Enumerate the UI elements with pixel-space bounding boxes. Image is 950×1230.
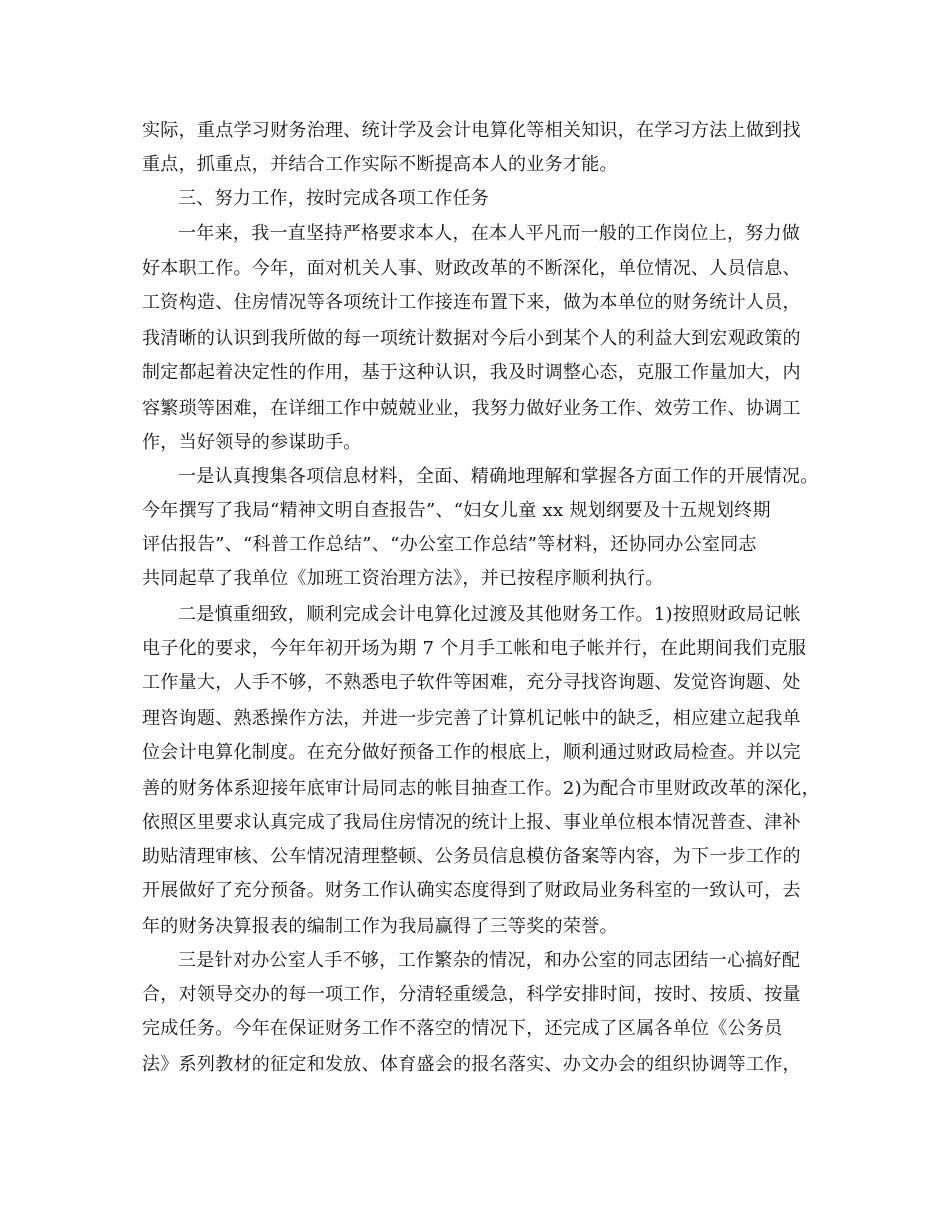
text-line: 年的财务决算报表的编制工作为我局赢得了三等奖的荣誉。 — [142, 916, 618, 937]
text-line: 共同起草了我单位《加班工资治理方法》，并已按程序顺利执行。 — [142, 568, 664, 589]
text-line: 实际，重点学习财务治理、统计学及会计电算化等相关知识，在学习方法上做到找 — [142, 120, 801, 141]
text-line: 电子化的要求，今年年初开场为期 7 个月手工帐和电子帐并行，在此期间我们克服 — [142, 638, 807, 659]
text-line: 制定都起着决定性的作用，基于这种认识，我及时调整心态，克服工作量加大，内 — [142, 362, 801, 383]
text-line: 助贴清理审核、公车情况清理整顿、公务员信息模仿备案等内容，为下一步工作的 — [142, 846, 801, 867]
section-heading: 三、努力工作，按时完成各项工作任务 — [178, 188, 490, 209]
text-line: 我清晰的认识到我所做的每一项统计数据对今后小到某个人的利益大到宏观政策的 — [142, 328, 801, 349]
text-line: 理咨询题、熟悉操作方法，并进一步完善了计算机记帐中的缺乏，相应建立起我单 — [142, 708, 801, 729]
text-line: 工作量大，人手不够，不熟悉电子软件等困难，充分寻找咨询题、发觉咨询题、处 — [142, 672, 801, 693]
text-line: 法》系列教材的征定和发放、体育盛会的报名落实、办文办会的组织协调等工作， — [142, 1054, 801, 1075]
text-line: 好本职工作。今年，面对机关人事、财政改革的不断深化，单位情况、人员信息、 — [142, 258, 801, 279]
text-line: 一年来，我一直坚持严格要求本人，在本人平凡而一般的工作岗位上，努力做 — [178, 223, 801, 244]
text-line: 开展做好了充分预备。财务工作认确实态度得到了财政局业务科室的一致认可，去 — [142, 880, 801, 901]
text-line: 重点，抓重点，并结合工作实际不断提高本人的业务才能。 — [142, 154, 618, 175]
text-line: 作，当好领导的参谋助手。 — [142, 432, 362, 453]
text-line: 评估报告”、“科普工作总结”、“办公室工作总结”等材料，还协同办公室同志 — [142, 534, 757, 555]
text-line: 依照区里要求认真完成了我局住房情况的统计上报、事业单位根本情况普查、津补 — [142, 812, 801, 833]
text-line: 工资构造、住房情况等各项统计工作接连布置下来，做为本单位的财务统计人员， — [142, 292, 801, 313]
text-line: 位会计电算化制度。在充分做好预备工作的根底上，顺利通过财政局检查。并以完 — [142, 742, 801, 763]
text-line: 善的财务体系迎接年底审计局同志的帐目抽查工作。2)为配合市里财政改革的深化， — [142, 778, 820, 799]
text-line: 合，对领导交办的每一项工作，分清轻重缓急，科学安排时间，按时、按质、按量 — [142, 984, 801, 1005]
text-line: 完成任务。今年在保证财务工作不落空的情况下，还完成了区属各单位《公务员 — [142, 1018, 783, 1039]
text-line: 二是慎重细致，顺利完成会计电算化过渡及其他财务工作。1)按照财政局记帐 — [178, 604, 801, 625]
text-line: 一是认真搜集各项信息材料，全面、精确地理解和掌握各方面工作的开展情况。 — [178, 466, 819, 487]
text-line: 容繁琐等困难，在详细工作中兢兢业业，我努力做好业务工作、效劳工作、协调工 — [142, 398, 801, 419]
text-line: 今年撰写了我局“精神文明自查报告”、“妇女儿童 xx 规划纲要及十五规划终期 — [142, 500, 771, 521]
text-line: 三是针对办公室人手不够，工作繁杂的情况，和办公室的同志团结一心搞好配 — [178, 950, 801, 971]
